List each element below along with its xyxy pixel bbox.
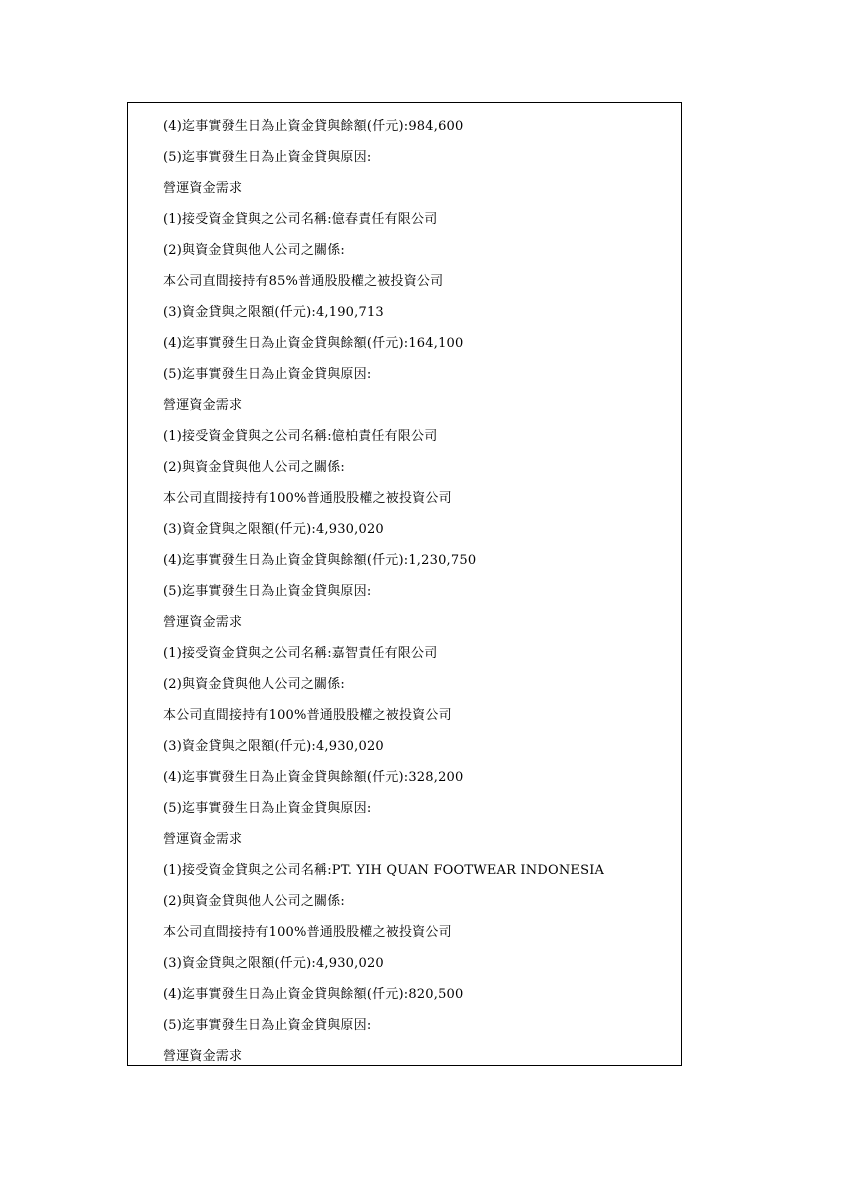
text-line: (1)接受資金貸與之公司名稱:億柏責任有限公司	[163, 429, 438, 444]
text-line: (2)與資金貸與他人公司之關係:	[163, 894, 345, 909]
text-line: (4)迄事實發生日為止資金貸與餘額(仟元):328,200	[163, 770, 464, 785]
text-line: (3)資金貸與之限額(仟元):4,930,020	[163, 739, 384, 754]
text-line: (2)與資金貸與他人公司之關係:	[163, 460, 345, 475]
text-line: 營運資金需求	[163, 1049, 243, 1064]
text-line: 營運資金需求	[163, 832, 243, 847]
text-line: (4)迄事實發生日為止資金貸與餘額(仟元):164,100	[163, 336, 464, 351]
text-line: (5)迄事實發生日為止資金貸與原因:	[163, 1018, 372, 1033]
text-line: 營運資金需求	[163, 615, 243, 630]
text-line: 本公司直間接持有100%普通股股權之被投資公司	[163, 708, 452, 723]
text-line: (1)接受資金貸與之公司名稱:嘉智責任有限公司	[163, 646, 438, 661]
text-line: (1)接受資金貸與之公司名稱:億春責任有限公司	[163, 212, 438, 227]
text-line: (4)迄事實發生日為止資金貸與餘額(仟元):820,500	[163, 987, 464, 1002]
text-line: (2)與資金貸與他人公司之關係:	[163, 243, 345, 258]
text-line: 本公司直間接持有100%普通股股權之被投資公司	[163, 491, 452, 506]
text-line: (4)迄事實發生日為止資金貸與餘額(仟元):984,600	[163, 119, 464, 134]
text-line: (3)資金貸與之限額(仟元):4,930,020	[163, 956, 384, 971]
text-line: (5)迄事實發生日為止資金貸與原因:	[163, 801, 372, 816]
text-line: 營運資金需求	[163, 398, 243, 413]
text-line: (1)接受資金貸與之公司名稱:PT. YIH QUAN FOOTWEAR INDONESIA	[163, 863, 605, 878]
text-line: (5)迄事實發生日為止資金貸與原因:	[163, 584, 372, 599]
text-line: (5)迄事實發生日為止資金貸與原因:	[163, 367, 372, 382]
text-line: (4)迄事實發生日為止資金貸與餘額(仟元):1,230,750	[163, 553, 477, 568]
document-body	[163, 117, 678, 1078]
text-line: (5)迄事實發生日為止資金貸與原因:	[163, 150, 372, 165]
text-line: 本公司直間接持有100%普通股股權之被投資公司	[163, 925, 452, 940]
text-line: (2)與資金貸與他人公司之關係:	[163, 677, 345, 692]
text-line: (3)資金貸與之限額(仟元):4,190,713	[163, 305, 384, 320]
text-line: 本公司直間接持有85%普通股股權之被投資公司	[163, 274, 444, 289]
text-line: (3)資金貸與之限額(仟元):4,930,020	[163, 522, 384, 537]
text-line: 營運資金需求	[163, 181, 243, 196]
